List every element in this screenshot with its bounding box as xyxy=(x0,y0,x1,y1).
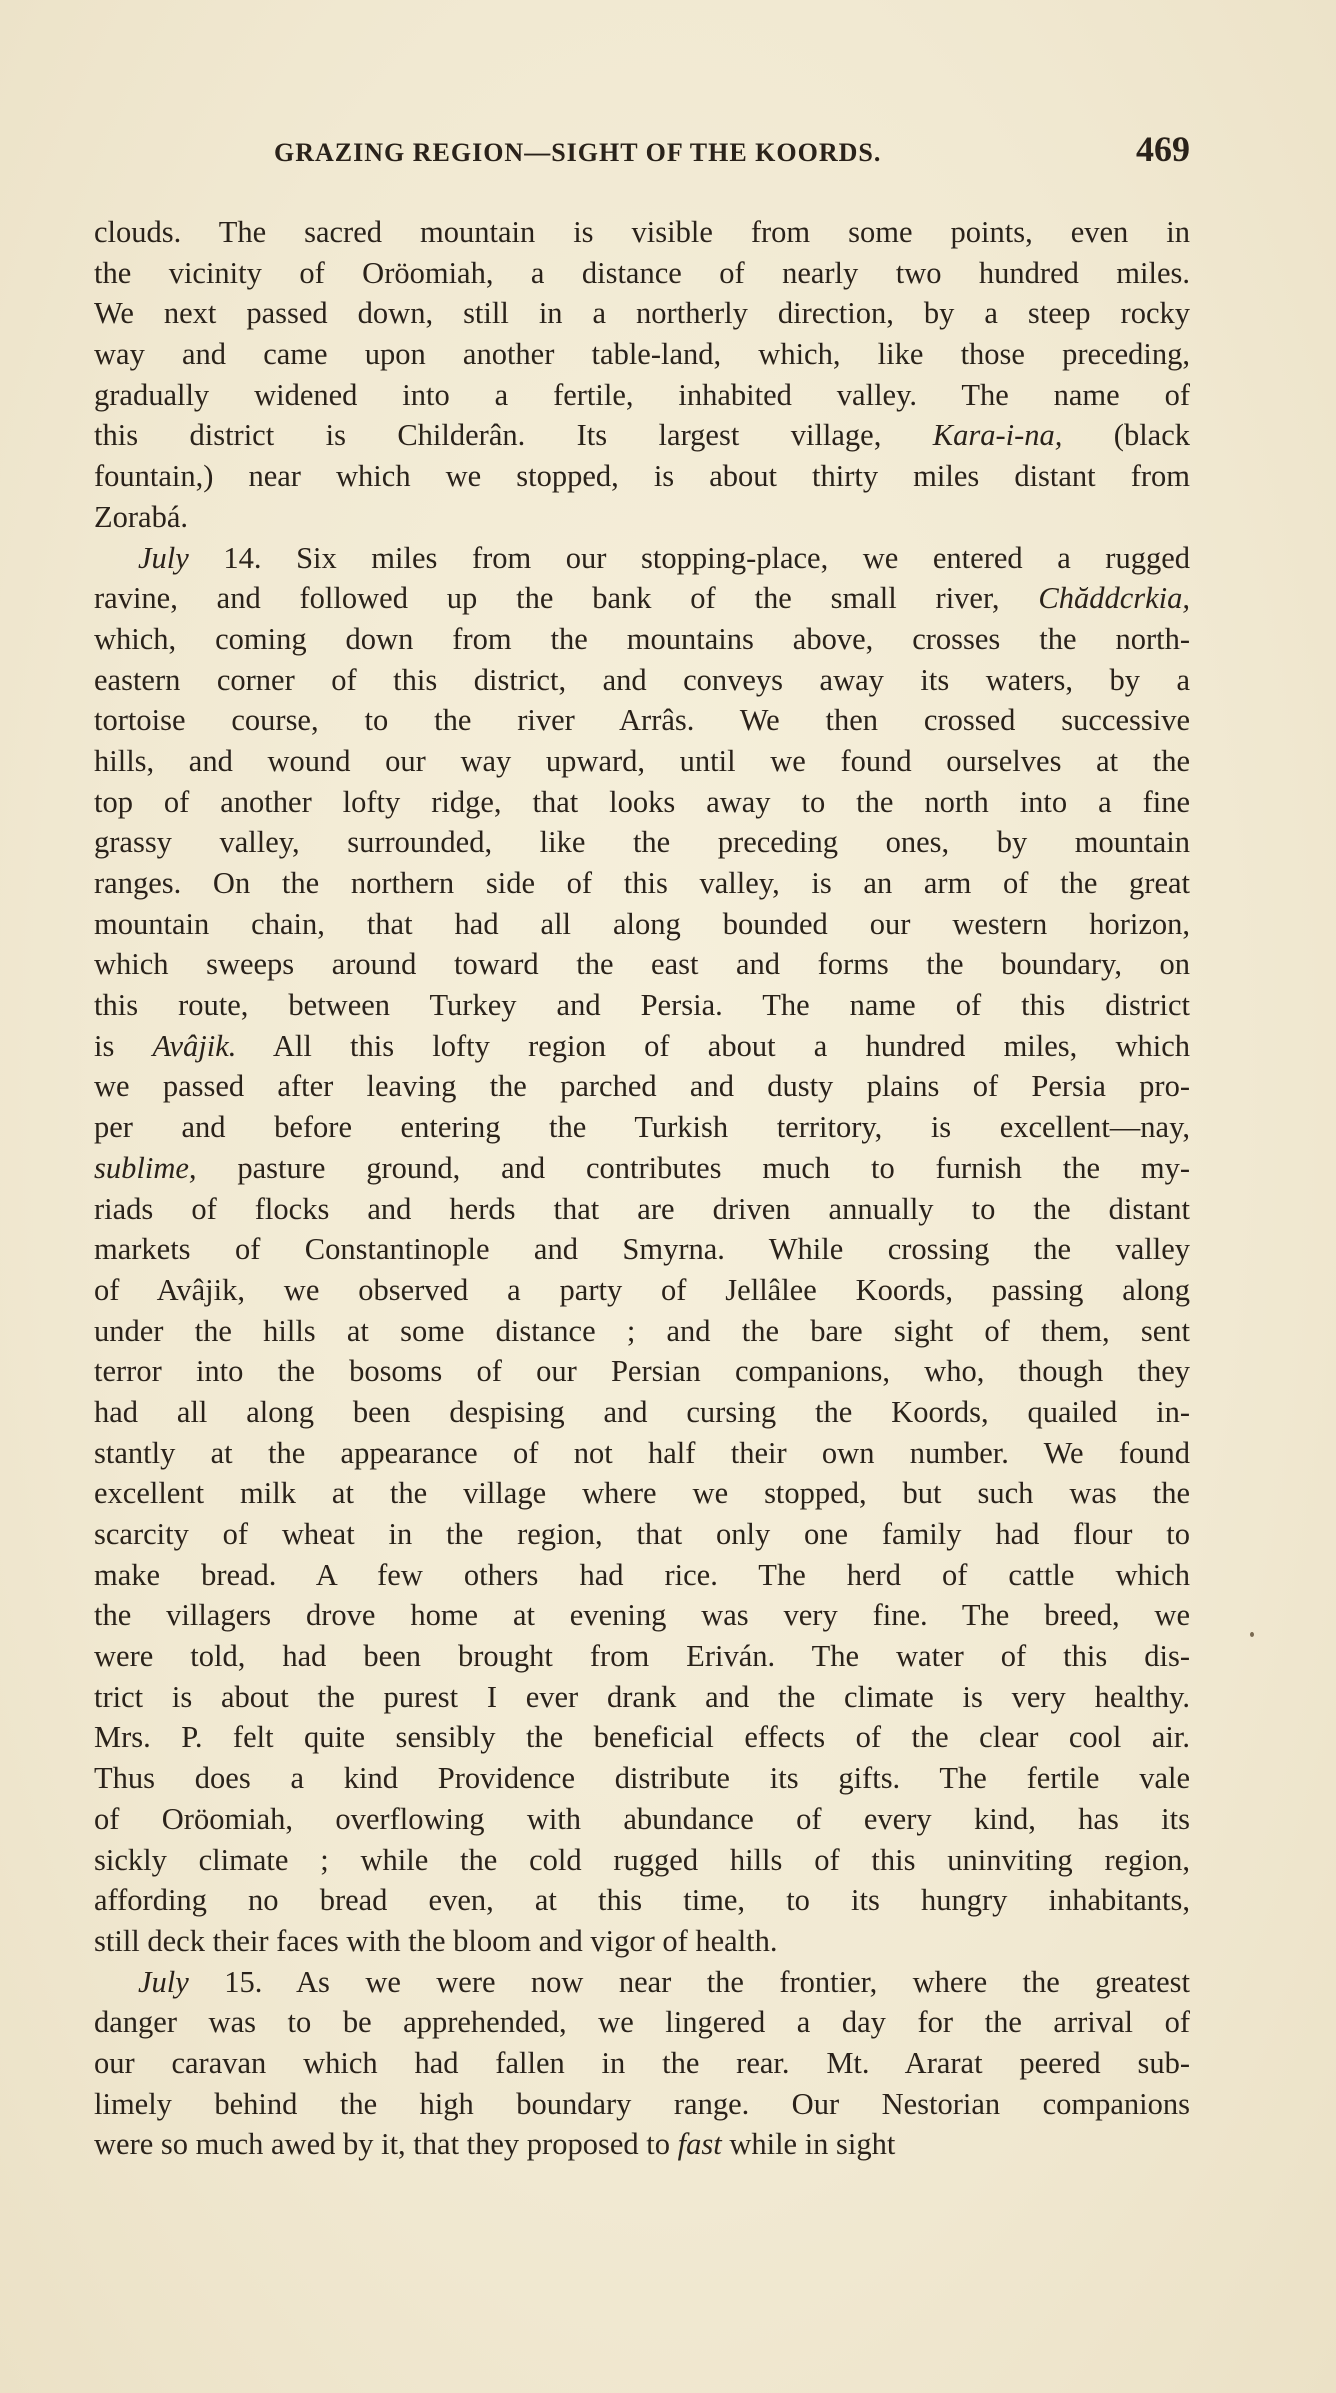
line-text: Thus does a kind Providence distribute its gifts. The fertile vale xyxy=(94,1761,1190,1796)
italic-text: sublime, xyxy=(94,1150,197,1185)
line-text: of Oröomiah, overflowing with abundance of every kind, has its xyxy=(94,1801,1190,1836)
line-text: sickly climate ; while the cold rugged hills of this uninviting region, xyxy=(94,1842,1190,1877)
text-line xyxy=(94,1311,1190,1352)
line-text: pasture ground, and contributes much to furnish the my- xyxy=(196,1150,1190,1185)
line-text: were so much awed by it, that they proposed to xyxy=(94,2127,678,2162)
text-line xyxy=(94,944,1190,985)
text-line xyxy=(94,578,1190,619)
line-text: danger was to be apprehended, we lingered a day for the arrival of xyxy=(94,2005,1190,2040)
text-line xyxy=(94,2084,1190,2125)
text-line xyxy=(94,1962,1190,2003)
line-text: fountain,) near which we stopped, is about thirty miles distant from xyxy=(94,459,1190,494)
text-line xyxy=(94,1514,1190,1555)
line-text: eastern corner of this district, and conveys away its waters, by a xyxy=(94,662,1190,697)
text-line xyxy=(94,538,1190,579)
line-text: still deck their faces with the bloom and vigor of health. xyxy=(94,1923,778,1958)
line-text: is xyxy=(94,1028,153,1063)
line-text: our caravan which had fallen in the rear. Mt. Ararat peered sub- xyxy=(94,2045,1190,2080)
line-text: this district is Childerân. Its largest village, xyxy=(94,418,933,453)
text-line xyxy=(94,660,1190,701)
text-line xyxy=(94,2043,1190,2084)
text-line xyxy=(94,497,1190,538)
text-line xyxy=(94,1229,1190,1270)
line-text: under the hills at some distance ; and the bare sight of them, sent xyxy=(94,1313,1190,1348)
page-number: 469 xyxy=(1136,129,1190,169)
line-text: markets of Constantinople and Smyrna. While crossing the valley xyxy=(94,1232,1190,1267)
text-line xyxy=(94,1677,1190,1718)
line-text: trict is about the purest I ever drank and the climate is very healthy. xyxy=(94,1679,1190,1714)
page-header xyxy=(94,128,1190,178)
line-text: Zorabá. xyxy=(94,499,188,534)
text-line xyxy=(94,334,1190,375)
line-text: We next passed down, still in a northerly direction, by a steep rocky xyxy=(94,296,1190,331)
text-line xyxy=(94,1880,1190,1921)
text-line xyxy=(94,293,1190,334)
text-line xyxy=(94,1189,1190,1230)
line-text: All this lofty region of about a hundred miles, which xyxy=(236,1028,1190,1063)
text-line xyxy=(94,619,1190,660)
italic-text: July xyxy=(138,540,189,575)
line-text: which sweeps around toward the east and forms the boundary, on xyxy=(94,947,1190,982)
line-text: the vicinity of Oröomiah, a distance of nearly two hundred miles. xyxy=(94,255,1190,290)
text-line xyxy=(94,1921,1190,1962)
line-text: hills, and wound our way upward, until we found ourselves at the xyxy=(94,743,1190,778)
line-text: scarcity of wheat in the region, that only one family had flour to xyxy=(94,1517,1190,1551)
line-text: mountain chain, that had all along bounded our western horizon, xyxy=(94,906,1190,941)
line-text: grassy valley, surrounded, like the preceding ones, by mountain xyxy=(94,825,1190,860)
text-line xyxy=(94,1595,1190,1636)
line-text: tortoise course, to the river Arrâs. We then crossed successive xyxy=(94,703,1190,738)
text-line xyxy=(94,863,1190,904)
line-text: limely behind the high boundary range. Our Nestorian companions xyxy=(94,2086,1190,2121)
italic-text: fast xyxy=(677,2127,722,2162)
text-line xyxy=(94,2002,1190,2043)
line-text: 14. Six miles from our stopping-place, we entered a rugged xyxy=(188,540,1190,575)
text-line xyxy=(94,1107,1190,1148)
line-text: make bread. A few others had rice. The herd of cattle which xyxy=(94,1557,1190,1592)
text-line xyxy=(94,1717,1190,1758)
text-line xyxy=(94,782,1190,823)
line-text: excellent milk at the village where we stopped, but such was the xyxy=(94,1476,1190,1511)
ink-speck xyxy=(1250,1632,1254,1637)
line-text: of Avâjik, we observed a party of Jellâlee Koords, passing along xyxy=(94,1272,1190,1307)
body-text xyxy=(94,212,1190,2165)
line-text: top of another lofty ridge, that looks away to the north into a fine xyxy=(94,784,1190,819)
line-text: Mrs. P. felt quite sensibly the beneficial effects of the clear cool air. xyxy=(94,1720,1190,1755)
text-line xyxy=(94,1270,1190,1311)
text-line xyxy=(94,822,1190,863)
line-text: gradually widened into a fertile, inhabited valley. The name of xyxy=(94,377,1190,412)
line-text: ranges. On the northern side of this valley, is an arm of the great xyxy=(94,866,1190,900)
text-line xyxy=(94,1555,1190,1596)
text-line xyxy=(94,1066,1190,1107)
text-line xyxy=(94,456,1190,497)
line-text: were told, had been brought from Eriván. The water of this dis- xyxy=(94,1639,1190,1674)
line-text: the villagers drove home at evening was very fine. The breed, we xyxy=(94,1598,1190,1633)
text-line xyxy=(94,375,1190,416)
italic-text: Kara-i-na, xyxy=(932,418,1063,453)
line-text: had all along been despising and cursing the Koords, quailed in- xyxy=(94,1394,1190,1429)
text-line xyxy=(94,1758,1190,1799)
text-line xyxy=(94,700,1190,741)
line-text: 15. As we were now near the frontier, where the greatest xyxy=(188,1964,1190,1999)
line-text: stantly at the appearance of not half their own number. We found xyxy=(94,1435,1190,1470)
text-line xyxy=(94,1392,1190,1433)
text-line xyxy=(94,253,1190,294)
text-line xyxy=(94,1473,1190,1514)
text-line xyxy=(94,904,1190,945)
line-text: clouds. The sacred mountain is visible from some points, even in xyxy=(94,215,1190,249)
line-text: (black xyxy=(1062,418,1190,453)
text-line xyxy=(94,1840,1190,1881)
text-line xyxy=(94,1433,1190,1474)
text-line xyxy=(94,1351,1190,1392)
line-text: terror into the bosoms of our Persian companions, who, though they xyxy=(94,1354,1190,1389)
text-line xyxy=(94,985,1190,1026)
text-line xyxy=(94,212,1190,253)
italic-text: July xyxy=(138,1964,189,1999)
text-line xyxy=(94,1636,1190,1677)
line-text: riads of flocks and herds that are driven annually to the distant xyxy=(94,1191,1190,1226)
line-text: this route, between Turkey and Persia. The name of this district xyxy=(94,988,1190,1023)
line-text: ravine, and followed up the bank of the small river, xyxy=(94,581,1039,616)
line-text: way and came upon another table-land, which, like those preceding, xyxy=(94,337,1190,372)
line-text: which, coming down from the mountains above, crosses the north- xyxy=(94,621,1190,656)
line-text: we passed after leaving the parched and dusty plains of Persia pro- xyxy=(94,1069,1190,1104)
line-text: per and before entering the Turkish territory, is excellent—nay, xyxy=(94,1110,1190,1145)
running-head: GRAZING REGION—SIGHT OF THE KOORDS. xyxy=(274,138,882,167)
text-line xyxy=(94,1026,1190,1067)
line-text: while in sight xyxy=(721,2127,896,2162)
line-text: affording no bread even, at this time, to its hungry inhabitants, xyxy=(94,1883,1190,1918)
text-line xyxy=(94,1148,1190,1189)
text-line xyxy=(94,2124,1190,2165)
italic-text: Avâjik. xyxy=(152,1028,237,1063)
text-line xyxy=(94,415,1190,456)
text-line xyxy=(94,1799,1190,1840)
text-line xyxy=(94,741,1190,782)
italic-text: Chăddcrkia, xyxy=(1038,581,1190,616)
